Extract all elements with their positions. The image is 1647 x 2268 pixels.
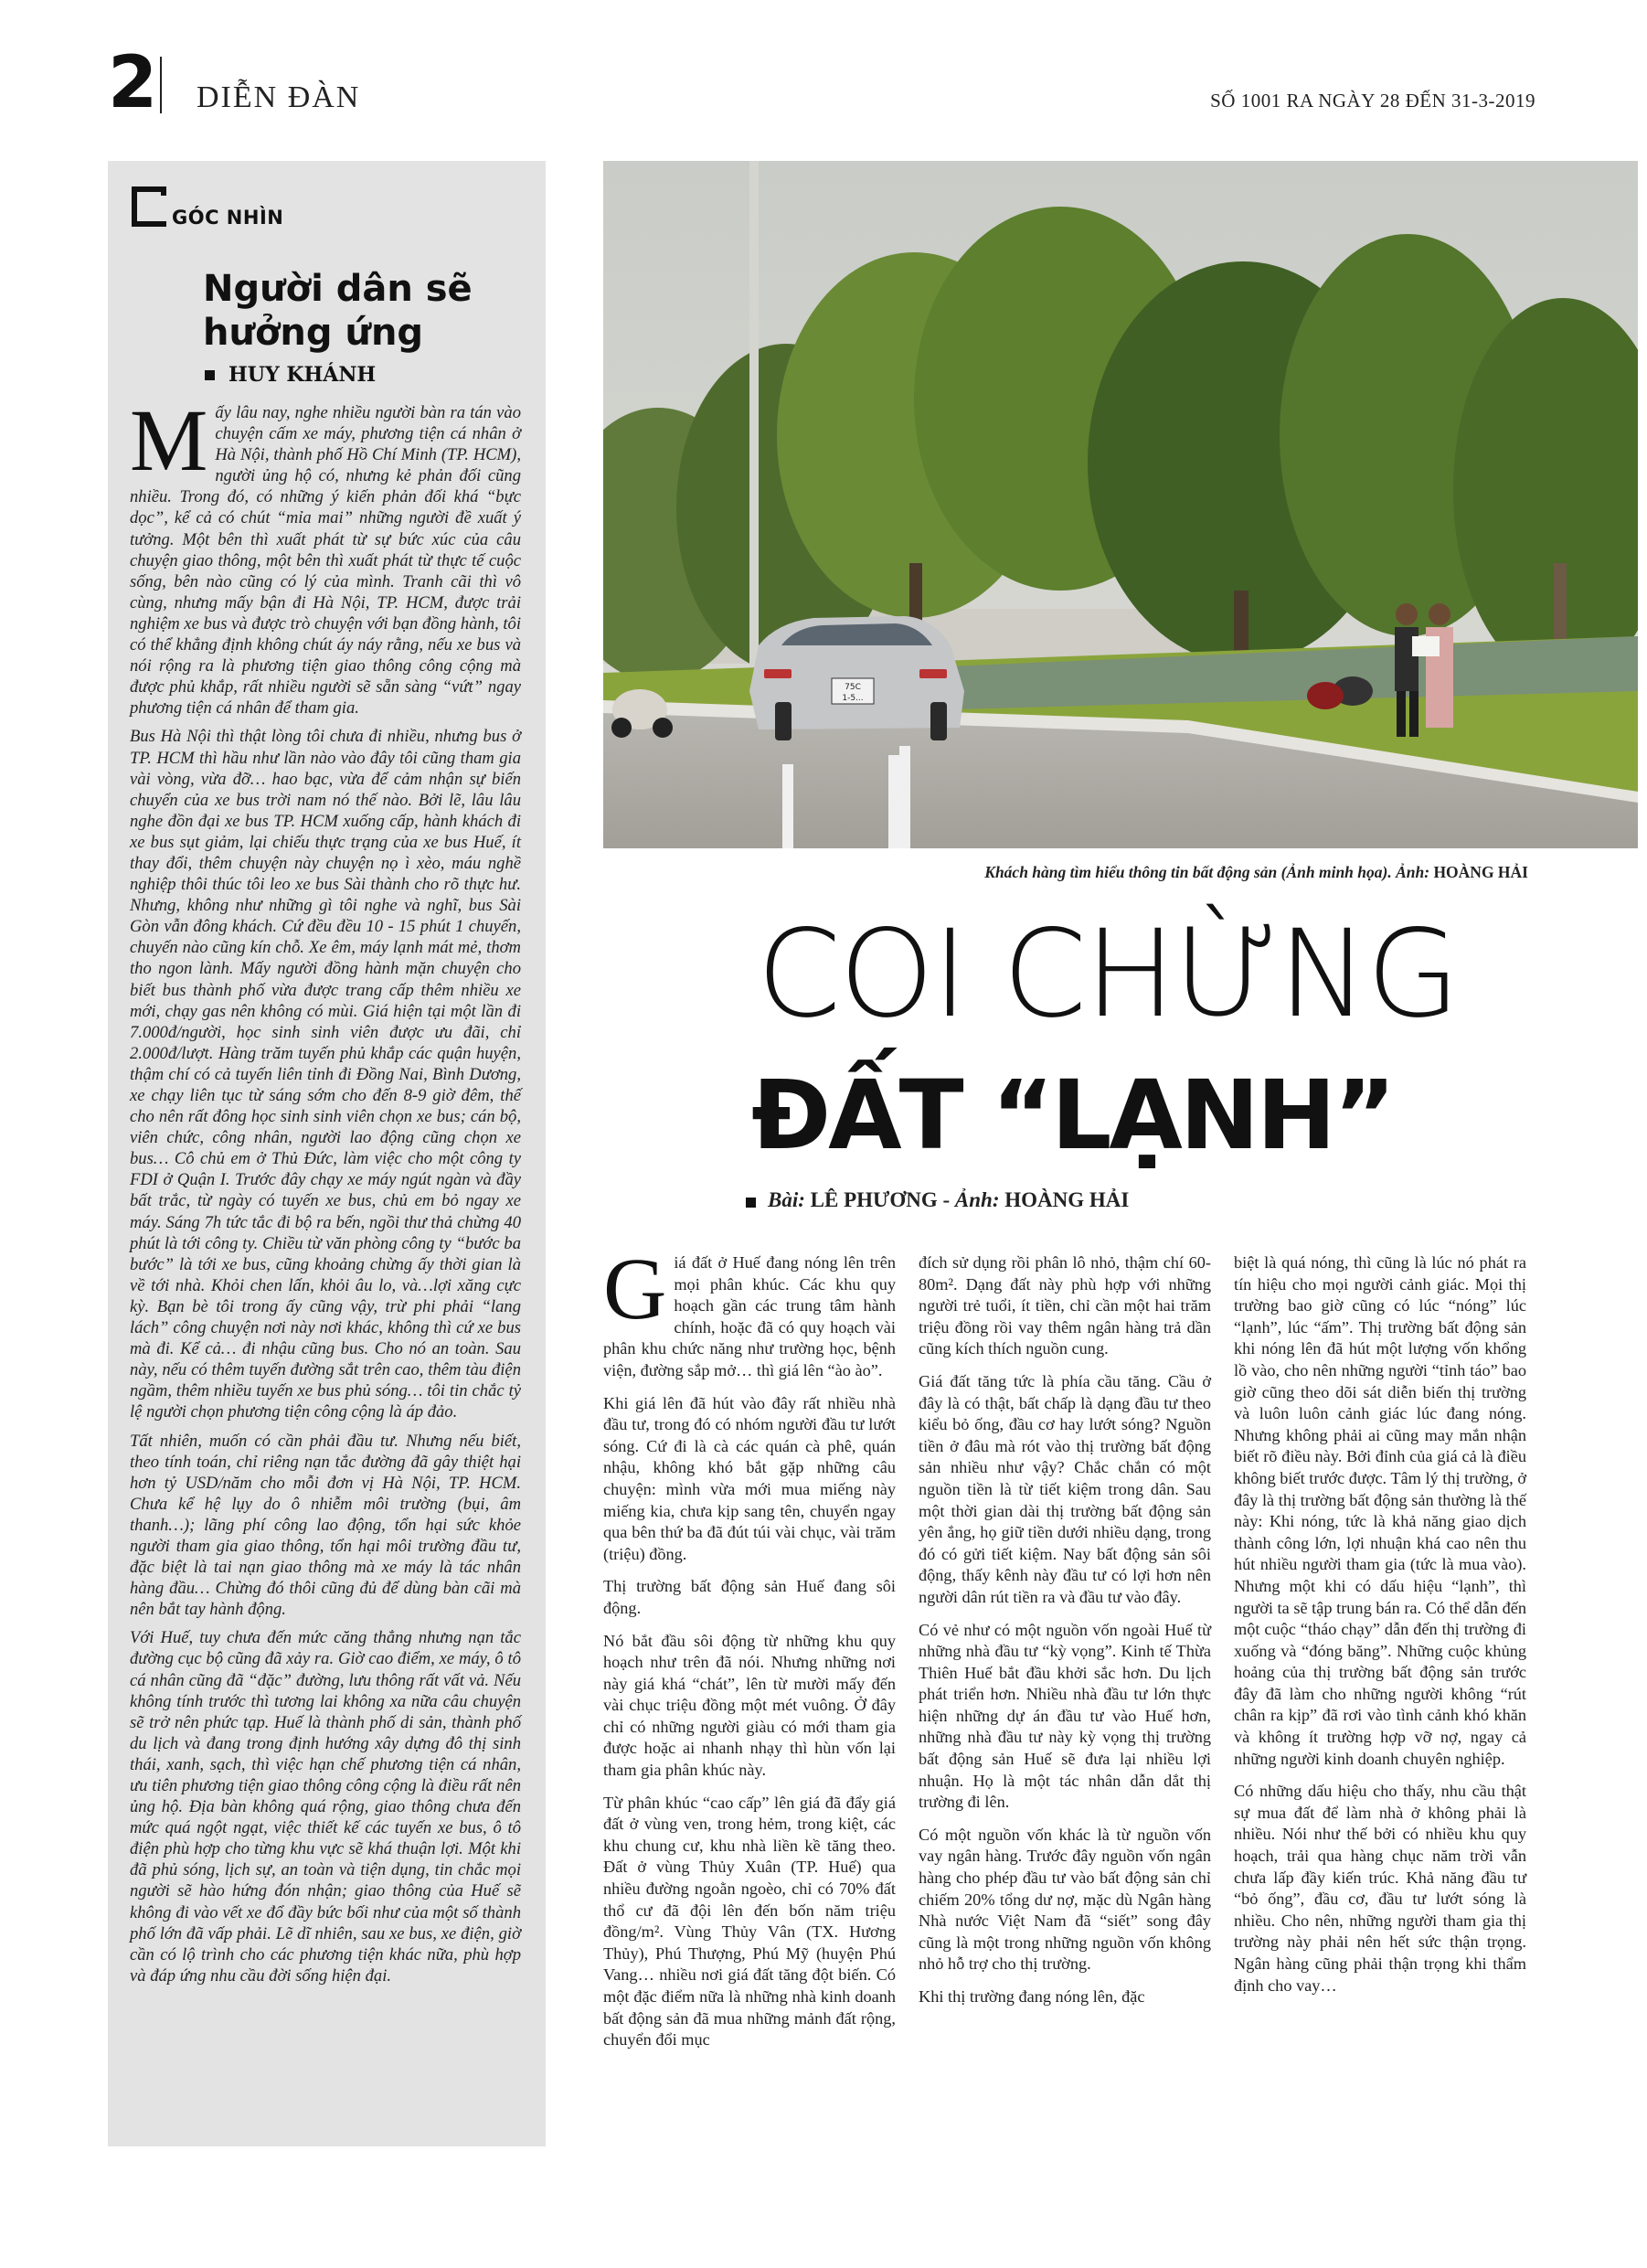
article-paragraph: Từ phân khúc “cao cấp” lên giá đã đẩy giá đất ở vùng ven, trong hẻm, trong kiệt, các khu chung cư, khu nhà liền kề tăng theo. Đất ở vùng Thủy Xuân (TP. Huế) qua nhiều đường ngoằn ngoèo, chỉ có 70% đất thổ cư đã đội lên đến bốn năm triệu đồng/m². Vùng Thủy Vân (TX. Hương Thủy), Phú Thượng, Phú Mỹ (huyện Phú Vang… nhiều nơi giá đất tăng đột biến. Có một đặc điểm nữa là những nhà kinh doanh bất động sản đã mua những mảnh đất rộng, chuyển đổi mục	[603, 1793, 896, 2050]
header-divider	[160, 57, 162, 113]
byline-square-icon	[746, 1198, 756, 1208]
caption-author: HOÀNG HẢI	[1433, 863, 1528, 881]
sidebar-paragraph: Bus Hà Nội thì thật lòng tôi chưa đi nhiều, nhưng bus ở TP. HCM thì hầu như lần nào vào đây tôi cũng tham gia vài vòng, vừa đỡ… hao bạc, vừa để cảm nhận sự biến chuyển của xe bus trời nam nó thế nào. Bởi lẽ, lâu lâu nghe đồn đại xe bus TP. HCM xuống cấp, hành khách đi xe bus sụt giảm, lại chiếu thực trạng của xe bus Huế, ít thay đổi, thêm chuyện này chuyện nọ ì xèo, máu nghề nghiệp thôi thúc tôi leo xe bus Sài thành cho rõ thực hư. Nhưng, không như những gì tôi nghe và nghĩ, bus Sài Gòn vẫn đông khách. Cứ đều đều 10 - 15 phút 1 chuyến, chuyến nào cũng kín chỗ. Xe êm, máy lạnh mát mẻ, thơm tho ngon lành. Mấy người đồng hành mặn chuyện cho biết bus thành phố vừa được trang cấp thêm nhiều xe mới, chạy gas nên không có mùi. Giá hiện tại một lần đi 7.000đ/người, học sinh sinh viên được ưu đãi, chỉ 2.000đ/lượt. Hàng trăm tuyến phủ khắp các quận huyện, thậm chí có cả tuyến liên tỉnh đi Đồng Nai, Bình Dương, xe chạy liên tục từ sáng sớm cho đến 8-9 giờ đêm, thế cho nên rất đông học sinh sinh viên chọn xe bus; cán bộ, viên chức, công nhân, người lao động cũng chọn xe bus… Cô chủ em ở Thủ Đức, làm việc cho một công ty FDI ở Quận I. Trước đây chạy xe máy ngút ngàn và đầy bất trắc, từ ngày có tuyến xe bus, chủ em bỏ ngay xe máy. Sáng 7h tức tắc đi bộ ra bến, ngồi thư thả chừng 40 phút là tới công ty. Chiều từ văn phòng công ty “bước ba bước” là tới xe bus, cũng khoảng chừng ấy thời gian là về tới nhà. Khỏi chen lấn, khỏi âu lo, và…lợi xăng cực kỳ. Bạn bè tôi trong ấy cũng vậy, trừ phi phải “lang lách” công chuyện nơi này nơi khác, không thì cứ xe bus mà đi. Kể cả… đi nhậu cũng bus. Cho nó an toàn. Sau này, nếu có thêm tuyến đường sắt trên cao, thêm tàu điện ngầm, thêm nhiều tuyến xe bus phủ sóng… tôi tin chắc tỷ lệ người chọn phương tiện công cộng là áp đảo.	[130, 727, 521, 1422]
article-paragraph: Nó bắt đầu sôi động từ những khu quy hoạch như trên đã nói. Nhưng những nơi này giá khá “chát”, lên từ mười mấy đến vài chục triệu đồng một mét vuông. Ở đây chỉ có những người giàu có mới tham gia được hoặc ai nhanh nhạy thì hùn vốn lại tham gia phân khúc này.	[603, 1631, 896, 1780]
sidebar-paragraph: Mấy lâu nay, nghe nhiều người bàn ra tán vào chuyện cấm xe máy, phương tiện cá nhân ở Hà Nội, thành phố Hồ Chí Minh (TP. HCM), người ủng hộ có, nhưng kẻ phản đối cũng nhiều. Trong đó, có những ý kiến phản đối khá “bực dọc”, kể cả có chút “mỉa mai” những người đề xuất ý tưởng. Một bên thì xuất phát từ sự bức xúc của câu chuyện giao thông, một bên thì xuất phát từ thực tế cuộc sống, bên nào cũng có lý của mình. Tranh cãi thì vô cùng, nhưng mấy bận đi Hà Nội, TP. HCM, được trải nghiệm xe bus và được trò chuyện với bạn đồng hành, tôi có thể khẳng định không chút áy náy rằng, nếu xe bus và nói rộng ra là phương tiện giao thông công cộng mà được phủ khắp, rất nhiều người sẽ sẵn sàng “vứt” ngay phương tiện cá nhân để tham gia.	[130, 391, 521, 719]
issue-info: SỐ 1001 RA NGÀY 28 ĐẾN 31-3-2019	[1210, 90, 1535, 112]
article-paragraph: Giá đất ở Huế đang nóng lên trên mọi phân khúc. Các khu quy hoạch gần các trung tâm hành chính, hoặc đã có quy hoạch vài phân khu chức năng như trường học, bệnh viện, đường sắp mở… thì giá lên “ào ào”.	[603, 1240, 896, 1379]
article-paragraph: Có vẻ như có một nguồn vốn ngoài Huế từ những nhà đầu tư “kỳ vọng”. Kinh tế Thừa Thiên Huế bắt đầu khởi sắc hơn. Du lịch phát triển hơn. Nhiều nhà đầu tư lớn thực hiện những dự án đầu tư vào Huế hơn, những nhà đầu tư này kỳ vọng thị trường bất động sản Huế sẽ đưa lại nhiều lợi nhuận. Họ là một tác nhân dẫn dắt thị trường đi lên.	[919, 1620, 1211, 1812]
article-column-2	[919, 1252, 1211, 2019]
plate-line1: 75C	[845, 683, 861, 692]
sidebar-body	[130, 391, 521, 1994]
article-paragraph: Giá đất tăng tức là phía cầu tăng. Cầu ở đây là có thật, bất chấp là dạng đầu tư theo kiểu bỏ ống, đầu cơ hay lướt sóng? Nguồn tiền ở đâu mà rót vào thị trường bất động sản nhiều như vậy? Chắc chắn có một nguồn tiền là từ tiết kiệm trong dân. Sau một thời gian dài thị trường bất động sản yên ắng, họ giữ tiền dưới nhiều dạng, trong đó có gửi tiết kiệm. Nay bất động sản sôi động, thấy kênh này đầu tư có lợi hơn nên người dân rút tiền ra và đầu tư vào đây.	[919, 1371, 1211, 1606]
page-number: 2	[108, 42, 158, 124]
section-name: DIỄN ĐÀN	[197, 80, 361, 114]
sidebar-paragraph: Với Huế, tuy chưa đến mức căng thẳng nhưng nạn tắc đường cục bộ cũng đã xảy ra. Giờ cao điểm, xe máy, ô tô cá nhân cũng đã “đặc” đường, lưu thông rất vất vả. Nếu không tính trước thì tương lai không xa nữa câu chuyện sẽ trở nên phức tạp. Huế là thành phố di sản, thành phố du lịch và đang trong định hướng xây dựng đô thị sinh thái, xanh, sạch, thì việc hạn chế phương tiện cá nhân, ưu tiên phương tiện giao thông công cộng là điều rất nên ủng hộ. Địa bàn không quá rộng, giao thông chưa đến mức quá ngột ngạt, việc thiết kế các tuyến xe bus, ô tô điện phù hợp cho từng khu vực sẽ khá thuận lợi. Một khi đã phủ sóng, lịch sự, an toàn và tiện dụng, tin chắc mọi người sẽ hào hứng đón nhận; giao thông của Huế sẽ không đi vào vết xe đổ đầy bức bối như của một số thành phố lớn đã vấp phải. Lẽ dĩ nhiên, sau xe bus, xe điện, giờ cần có lộ trình cho các phương tiện khác nữa, phù hợp và đáp ứng nhu cầu đời sống hiện đại.	[130, 1628, 521, 1986]
article-paragraph: Khi giá lên đã hút vào đây rất nhiều nhà đầu tư, trong đó có nhóm người đầu tư lướt sóng. Cứ đi là cà các quán cà phê, quán nhậu, không khó bắt gặp những câu chuyện: mình vừa mới mua miếng này miếng kia, chưa kịp sang tên, chuyển ngay qua bên thứ ba đã đút túi vài chục, vài trăm (triệu) đồng.	[603, 1393, 896, 1563]
article-paragraph: Có những dấu hiệu cho thấy, nhu cầu thật sự mua đất để làm nhà ở không phải là nhiều. Nói như thế bởi có nhiều khu quy hoạch, trải qua hàng chục năm trời vẫn chưa lấp đầy kiến trúc. Khả năng đầu tư “bỏ ống”, đầu cơ, đầu tư lướt sóng là nhiều. Cho nên, những người tham gia thị trường này phải nên hết sức thận trọng. Ngân hàng cũng phải thận trọng khi thẩm định cho vay…	[1234, 1782, 1526, 1995]
article-paragraph: Khi thị trường đang nóng lên, đặc	[919, 1987, 1145, 2006]
photo-caption: Khách hàng tìm hiểu thông tin bất động sản (Ảnh minh họa). Ảnh: HOÀNG HẢI	[984, 863, 1528, 881]
car-image	[749, 616, 964, 740]
photo-illustration	[603, 161, 1638, 848]
sidebar-title: Người dân sẽ hưởng ứng	[203, 268, 473, 354]
article-paragraph: Thị trường bất động sản Huế đang sôi động.	[603, 1577, 896, 1617]
dropcap-g: G	[603, 1240, 667, 1337]
plate-line2: 1-5...	[842, 694, 864, 703]
article-photo	[603, 161, 1638, 848]
article-byline: Bài: LÊ PHƯƠNG - Ảnh: HOÀNG HẢI	[768, 1188, 1130, 1211]
dropcap-m: M	[130, 391, 208, 489]
sidebar-author: HUY KHÁNH	[228, 363, 377, 387]
corner-bracket-tick	[161, 186, 166, 196]
headline-line2: ĐẤT “LẠNH”	[751, 1059, 1394, 1171]
article-column-1	[603, 1240, 896, 2062]
byline-square-icon	[205, 370, 215, 380]
sidebar-label: GÓC NHÌN	[172, 207, 284, 229]
article-column-3	[1234, 1252, 1526, 2007]
article-paragraph: đích sử dụng rồi phân lô nhỏ, thậm chí 60-80m². Dạng đất này phù hợp với những người trẻ tuổi, ít tiền, chỉ cần một hai trăm triệu đồng rồi vay thêm ngân hàng trả dần cũng kích thích nguồn cung.	[919, 1253, 1211, 1358]
headline-line1: COI CHỪNG	[757, 904, 1459, 1045]
article-paragraph: Có một nguồn vốn khác là từ nguồn vốn vay ngân hàng. Trước đây nguồn vốn ngân hàng cho phép đầu tư vào bất động sản chỉ chiếm 20% tổng dư nợ, mặc dù Ngân hàng Nhà nước Việt Nam đã “siết” song đây cũng là một trong những nguồn vốn không nhỏ hỗ trợ cho thị trường.	[919, 1825, 1211, 1974]
article-paragraph: biệt là quá nóng, thì cũng là lúc nó phát ra tín hiệu cho mọi người cảnh giác. Mọi thị trường bao giờ cũng có lúc “nóng” lúc “lạnh”, lúc “ấm”. Thị trường bất động sản khi nóng lên đã hút một lượng vốn khổng lồ vào, cho nên những người “tỉnh táo” bao giờ cũng theo dõi sát diễn biến thị trường và luôn luôn cảnh giác lúc đang nóng. Nhưng không phải ai cũng may mắn nhận biết rõ điều này. Bởi đỉnh của giá cả là điều không biết trước được. Tâm lý thị trường, ở đây là thị trường bất động sản thường là thế này: Khi nóng, tức là khả năng giao dịch thành công lớn, lợi nhuận khá cao nên thu hút nhiều người tham gia (tức là mua vào). Nhưng một khi có dấu hiệu “lạnh”, thì người ta sẽ tập trung bán ra. Có thể dẫn đến một cuộc “tháo chạy” dẫn đến thị trường đi xuống và “đóng băng”. Những cuộc khủng hoảng của thị trường bất động sản trước đây đã làm cho những người không “rút chân ra kịp” đã rơi vào tình cảnh khó khăn và không ít trường hợp vỡ nợ, ngay cả những người kinh doanh chuyên nghiệp.	[1234, 1253, 1526, 1768]
sidebar-paragraph: Tất nhiên, muốn có cần phải đầu tư. Nhưng nếu biết, theo tính toán, chỉ riêng nạn tắc đường đã gây thiệt hại hơn tỷ USD/năm cho mỗi đơn vị Hà Nội, TP. HCM. Chưa kể hệ lụy do ô nhiễm môi trường (bụi, âm thanh…); lãng phí công lao động, tổn hại sức khỏe người tham gia giao thông, tổn hại môi trường đầu tư, đặc biệt là tai nạn giao thông mà xe máy là tác nhân hàng đầu… Chừng đó thôi cũng đủ để dùng bàn cãi mà nên bắt tay hành động.	[130, 1431, 521, 1620]
